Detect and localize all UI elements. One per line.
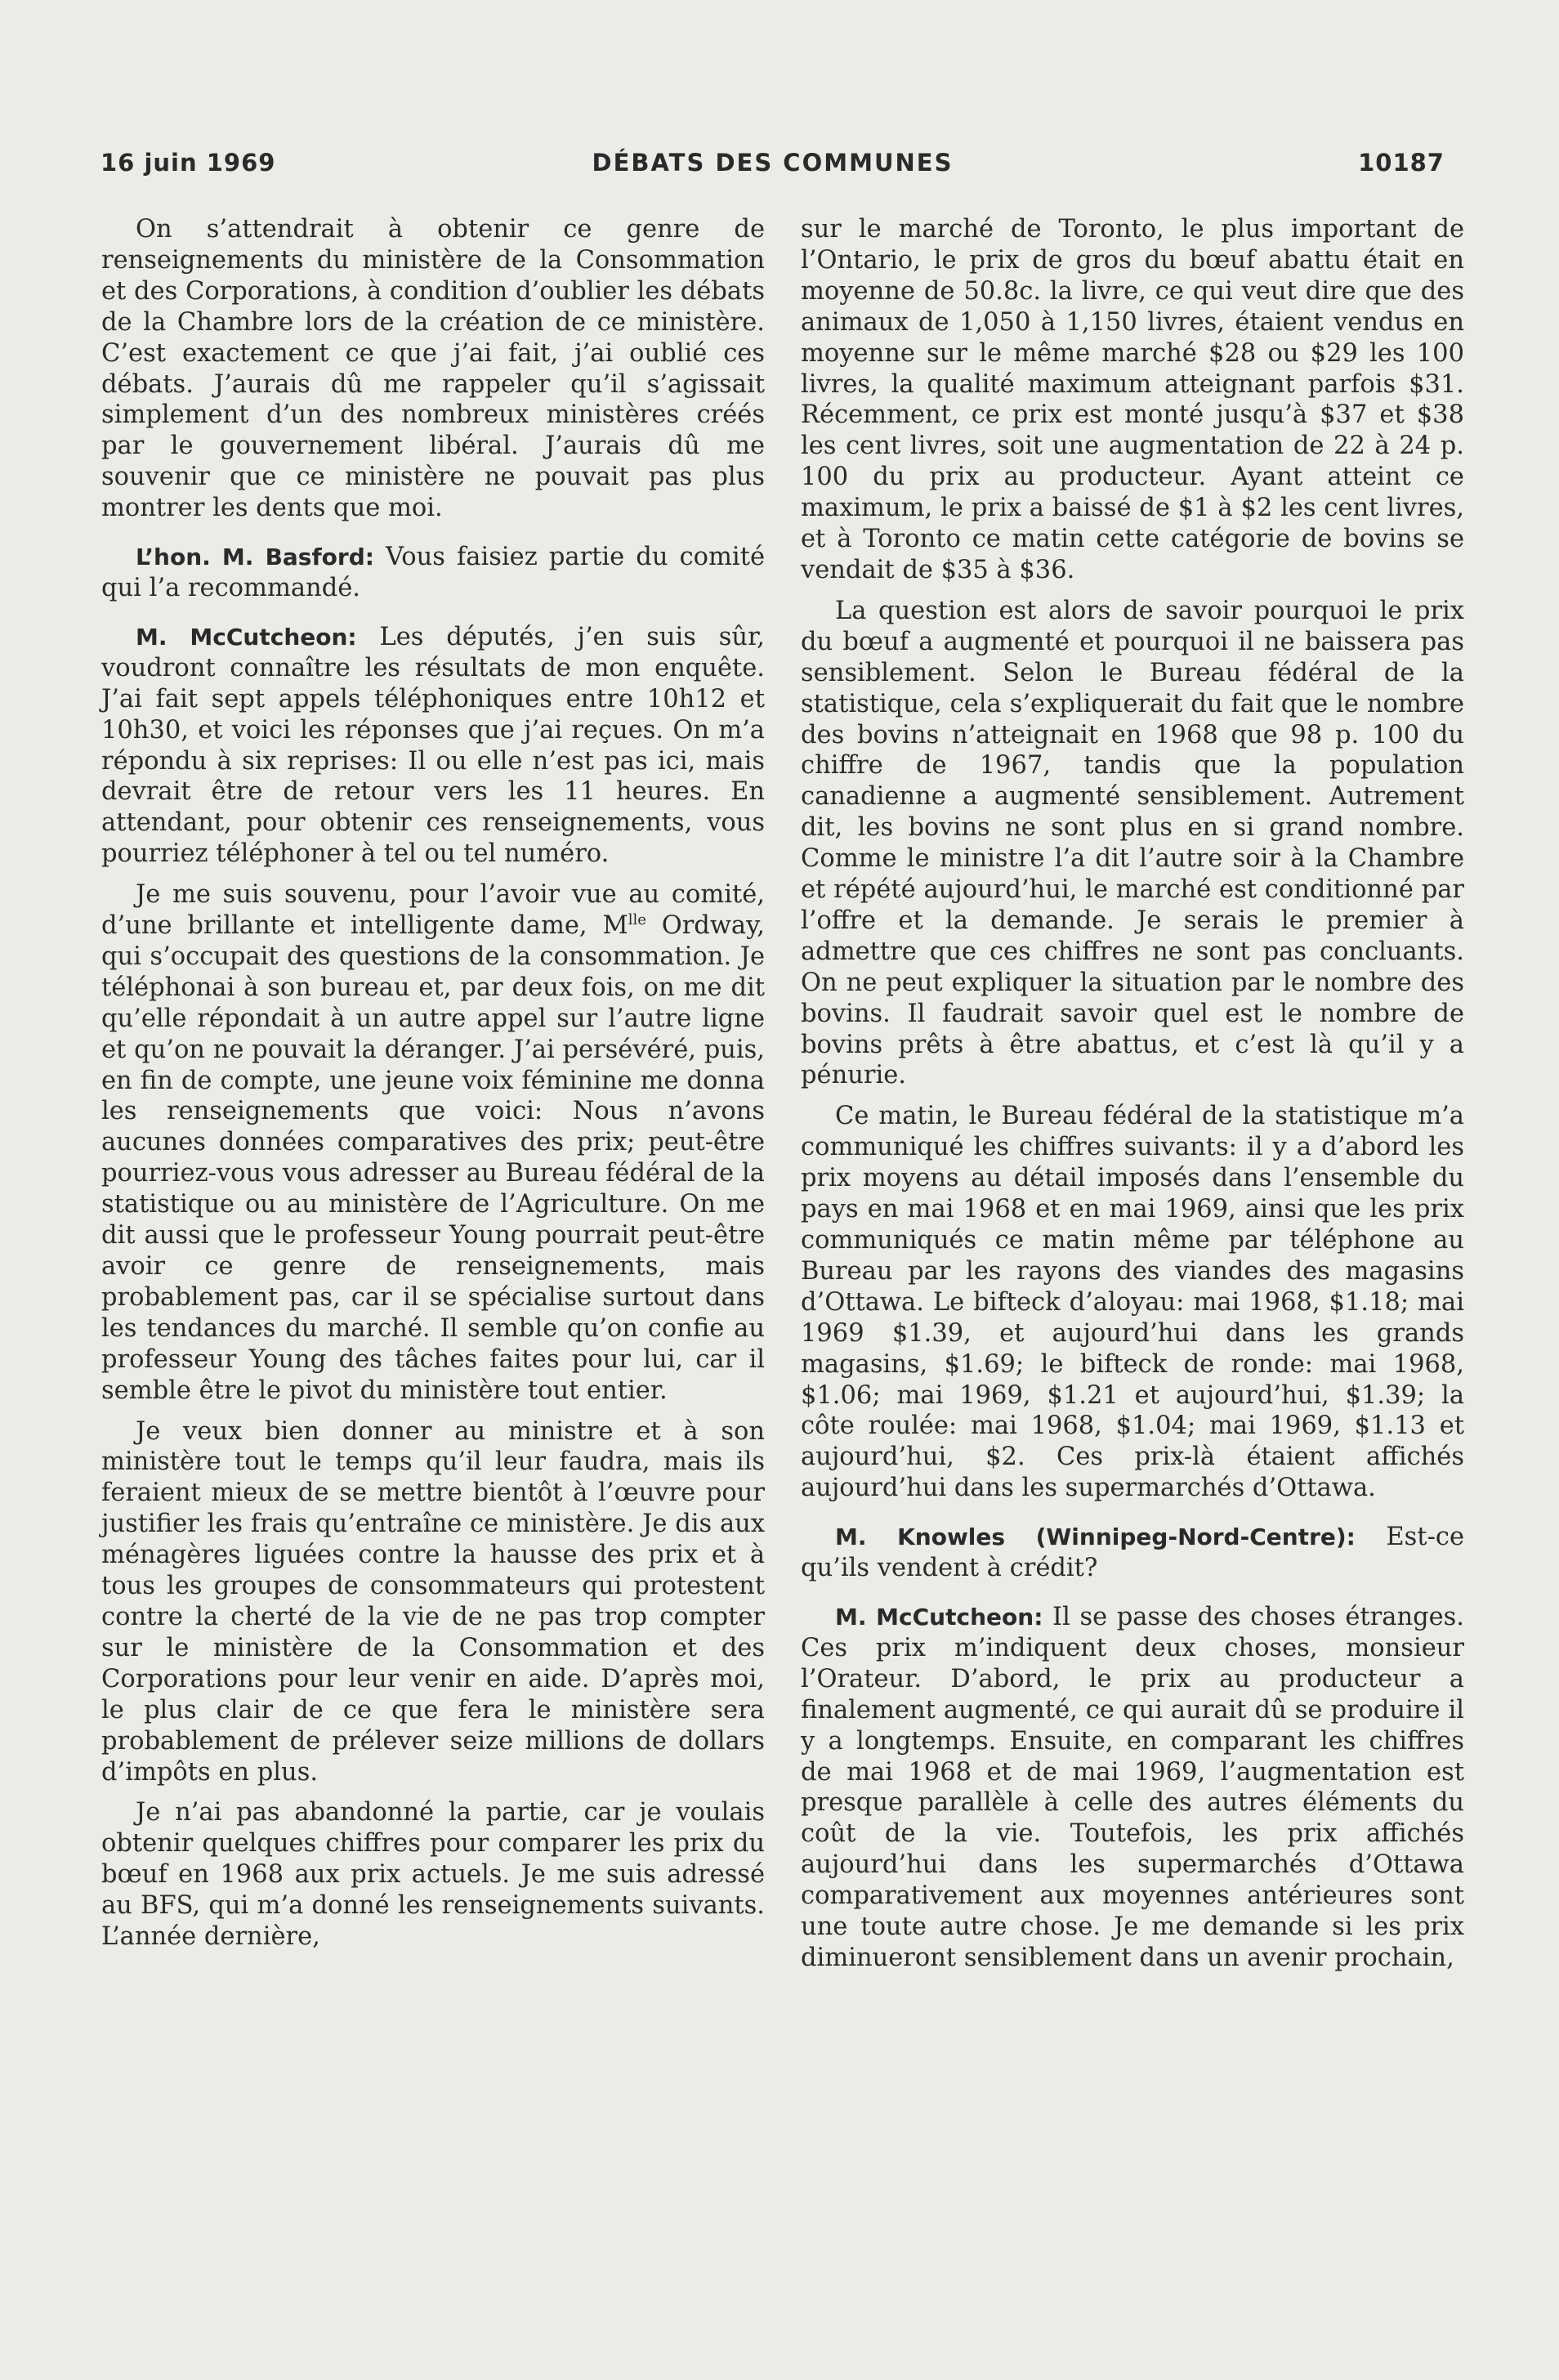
speaker-name: M. McCutcheon:: [835, 1603, 1043, 1631]
paragraph: Je veux bien donner au ministre et à son ministère tout le temps qu’il leur faudra, mais ils feraient mieux de se mettre bientôt à l’œuvre pour justifier les frais qu’entraîne ce ministère. Je dis aux ménagères liguées contre la hausse des prix et à tous les groupes de consommateurs qui protestent contre la cherté de la vie de ne pas trop compter sur le ministère de la Consommation et des Corporations pour leur venir en aide. D’après moi, le plus clair de ce que fera le ministère sera probablement de prélever seize millions de dollars d’impôts en plus.: [101, 1416, 765, 1787]
speaker-name: L’hon. M. Basford:: [136, 544, 374, 571]
superscript: lle: [628, 910, 646, 928]
header-journal-title: DÉBATS DES COMMUNES: [592, 149, 954, 177]
speech-text: Vous faisiez partie du comité qui l’a recommandé.: [101, 543, 765, 602]
speaker-name: M. McCutcheon:: [136, 623, 357, 651]
header-date: 16 juin 1969: [101, 149, 276, 177]
speech-paragraph: [801, 1522, 1464, 1584]
page-header: [101, 149, 1445, 185]
speaker-name: M. Knowles (Winnipeg-Nord-Centre):: [835, 1523, 1356, 1551]
speech-text: Il se passe des choses étranges. Ces prix m’indiquent deux choses, monsieur l’Orateur. D’abord, le prix au producteur a finalement augmenté, ce qui aurait dû se produire il y a longtemps. Ensuite, en comparant les chiffres de mai 1968 et de mai 1969, l’augmentation est presque parallèle à celle des autres éléments du coût de la vie. Toutefois, les prix affichés aujourd’hui dans les supermarchés d’Ottawa comparativement aux moyennes antérieures sont une toute autre chose. Je me demande si les prix diminueront sensiblement dans un avenir prochain,: [801, 1602, 1465, 1972]
speech-text: Les députés, j’en suis sûr, voudront connaître les résultats de mon enquête. J’ai fait sept appels téléphoniques entre 10h12 et 10h30, et voici les réponses que j’ai reçues. On m’a répondu à six reprises: Il ou elle n’est pas ici, mais devrait être de retour vers les 11 heures. En attendant, pour obtenir ces renseignements, vous pourriez téléphoner à tel ou tel numéro.: [101, 622, 765, 869]
speech-paragraph: [101, 622, 765, 870]
speech-text: Est-ce qu’ils vendent à crédit?: [801, 1523, 1465, 1583]
speech-paragraph: [101, 542, 765, 604]
paragraph: [101, 879, 765, 1406]
speech-paragraph: [801, 1602, 1464, 1974]
paragraph: La question est alors de savoir pourquoi le prix du bœuf a augmenté et pourquoi il ne baissera pas sensiblement. Selon le Bureau fédéral de la statistique, cela s’expliquerait du fait que le nombre des bovins n’atteignait en 1968 que 98 p. 100 du chiffre de 1967, tandis que la population canadienne a augmenté sensiblement. Autrement dit, les bovins ne sont plus en si grand nombre. Comme le ministre l’a dit l’autre soir à la Chambre et répété aujourd’hui, le marché est conditionné par l’offre et la demande. Je serais le premier à admettre que ces chiffres ne sont pas concluants. On ne peut expliquer la situation par le nombre des bovins. Il faudrait savoir quel est le nombre de bovins prêts à être abattus, et c’est là qu’il y a pénurie.: [801, 596, 1464, 1090]
left-column: [101, 214, 765, 1962]
paragraph: Je n’ai pas abandonné la partie, car je voulais obtenir quelques chiffres pour comparer les prix du bœuf en 1968 aux prix actuels. Je me suis adressé au BFS, qui m’a donné les renseignements suivants. L’année dernière,: [101, 1798, 765, 1952]
right-column: [801, 214, 1464, 1984]
paragraph-text: Je me suis souvenu, pour l’avoir vue au comité, d’une brillante et intelligente dame, M: [101, 880, 765, 941]
header-page-number: 10187: [1358, 149, 1445, 177]
paragraph: Ce matin, le Bureau fédéral de la statistique m’a communiqué les chiffres suivants: il y a d’abord les prix moyens au détail imposés dans l’ensemble du pays en mai 1968 et en mai 1969, ainsi que les prix communiqués ce matin même par téléphone au Bureau par les rayons des viandes des magasins d’Ottawa. Le bifteck d’aloyau: mai 1968, $1.18; mai 1969 $1.39, et aujourd’hui dans les grands magasins, $1.69; le bifteck de ronde: mai 1968, $1.06; mai 1969, $1.21 et aujourd’hui, $1.39; la côte roulée: mai 1968, $1.04; mai 1969, $1.13 et aujourd’hui, $2. Ces prix-là étaient affichés aujourd’hui dans les supermarchés d’Ottawa.: [801, 1102, 1464, 1503]
paragraph: On s’attendrait à obtenir ce genre de renseignements du ministère de la Consommation et des Corporations, à condition d’oublier les débats de la Chambre lors de la création de ce ministère. C’est exactement ce que j’ai fait, j’ai oublié ces débats. J’aurais dû me rappeler qu’il s’agissait simplement d’un des nombreux ministères créés par le gouvernement libéral. J’aurais dû me souvenir que ce ministère ne pouvait pas plus montrer les dents que moi.: [101, 215, 765, 523]
paragraph-text: Ordway, qui s’occupait des questions de la consommation. Je téléphonai à son bureau et, par deux fois, on me dit qu’elle répondait à un autre appel sur l’autre ligne et qu’on ne pouvait la déranger. J’ai persévéré, puis, en fin de compte, une jeune voix féminine me donna les renseignements que voici: Nous n’avons aucunes données comparatives des prix; peut-être pourriez-vous vous adresser au Bureau fédéral de la statistique ou au ministère de l’Agriculture. On me dit aussi que le professeur Young pourrait peut-être avoir ce genre de renseignements, mais probablement pas, car il se spécialise surtout dans les tendances du marché. Il semble qu’on confie au professeur Young des tâches faites pour lui, car il semble être le pivot du ministère tout entier.: [101, 911, 765, 1405]
paragraph-continued: sur le marché de Toronto, le plus important de l’Ontario, le prix de gros du bœuf abattu était en moyenne de 50.8c. la livre, ce qui veut dire que des animaux de 1,050 à 1,150 livres, étaient vendus en moyenne sur le même marché $28 ou $29 les 100 livres, la qualité maximum atteignant parfois $31. Récemment, ce prix est monté jusqu’à $37 et $38 les cent livres, soit une augmentation de 22 à 24 p. 100 du prix au producteur. Ayant atteint ce maximum, le prix a baissé de $1 à $2 les cent livres, et à Toronto ce matin cette catégorie de bovins se vendait de $35 à $36.: [801, 215, 1464, 584]
